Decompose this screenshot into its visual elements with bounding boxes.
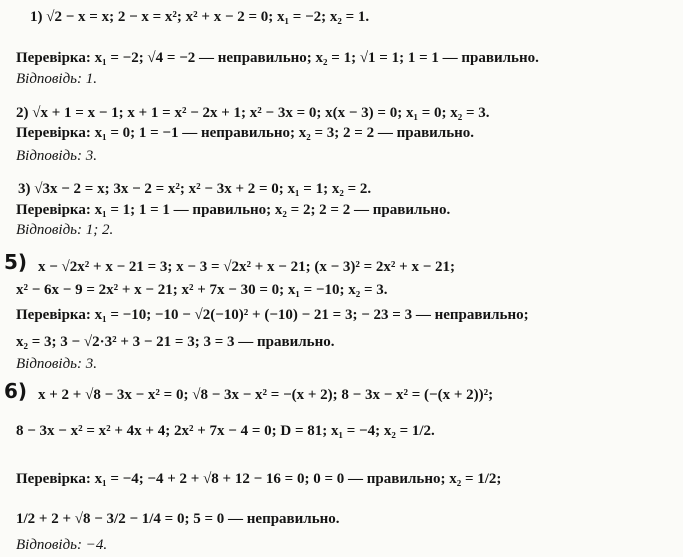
solution-6-check: Перевірка: x₁ = −4; −4 + 2 + √8 + 12 − 16 = 0; 0 = 0 — правильно; x₂ = 1/2; bbox=[16, 471, 502, 487]
solution-2-equation: 2) √x + 1 = x − 1; x + 1 = x² − 2x + 1; x² − 3x = 0; x(x − 3) = 0; x₁ = 0; x₂ = 3. bbox=[16, 105, 490, 121]
solution-6-answer: Відповідь: −4. bbox=[16, 537, 108, 553]
solution-2-answer: Відповідь: 3. bbox=[16, 148, 98, 164]
solution-6-check-continued: 1/2 + 2 + √8 − 3/2 − 1/4 = 0; 5 = 0 — неправильно. bbox=[16, 511, 340, 527]
solution-5-check: Перевірка: x₁ = −10; −10 − √2(−10)² + (−10) − 21 = 3; − 23 = 3 — неправильно; bbox=[16, 307, 529, 323]
solution-6-number: 6) bbox=[4, 379, 28, 403]
solution-2-check: Перевірка: x₁ = 0; 1 = −1 — неправильно; x₂ = 3; 2 = 2 — правильно. bbox=[16, 125, 475, 141]
solution-3-check: Перевірка: x₁ = 1; 1 = 1 — правильно; x₂ = 2; 2 = 2 — правильно. bbox=[16, 202, 451, 218]
solution-3-equation: 3) √3x − 2 = x; 3x − 2 = x²; x² − 3x + 2 = 0; x₁ = 1; x₂ = 2. bbox=[18, 181, 372, 197]
solution-5-number: 5) bbox=[4, 250, 28, 274]
solution-1-check: Перевірка: x₁ = −2; √4 = −2 — неправильно; x₂ = 1; √1 = 1; 1 = 1 — правильно. bbox=[16, 50, 539, 66]
solution-6-step: 8 − 3x − x² = x² + 4x + 4; 2x² + 7x − 4 = 0; D = 81; x₁ = −4; x₂ = 1/2. bbox=[16, 423, 435, 439]
solution-5-answer: Відповідь: 3. bbox=[16, 356, 98, 372]
solution-5-equation: x − √2x² + x − 21 = 3; x − 3 = √2x² + x − 21; (x − 3)² = 2x² + x − 21; bbox=[38, 259, 455, 275]
solution-1-answer: Відповідь: 1. bbox=[16, 71, 98, 87]
solution-3-answer: Відповідь: 1; 2. bbox=[16, 222, 114, 238]
solution-5-step: x² − 6x − 9 = 2x² + x − 21; x² + 7x − 30 = 0; x₁ = −10; x₂ = 3. bbox=[16, 282, 388, 298]
solution-1-equation: 1) √2 − x = x; 2 − x = x²; x² + x − 2 = 0; x₁ = −2; x₂ = 1. bbox=[30, 9, 370, 25]
solution-6-equation: x + 2 + √8 − 3x − x² = 0; √8 − 3x − x² = −(x + 2); 8 − 3x − x² = (−(x + 2))²; bbox=[38, 387, 494, 403]
solution-5-check-continued: x₂ = 3; 3 − √2·3² + 3 − 21 = 3; 3 = 3 — правильно. bbox=[16, 334, 335, 350]
